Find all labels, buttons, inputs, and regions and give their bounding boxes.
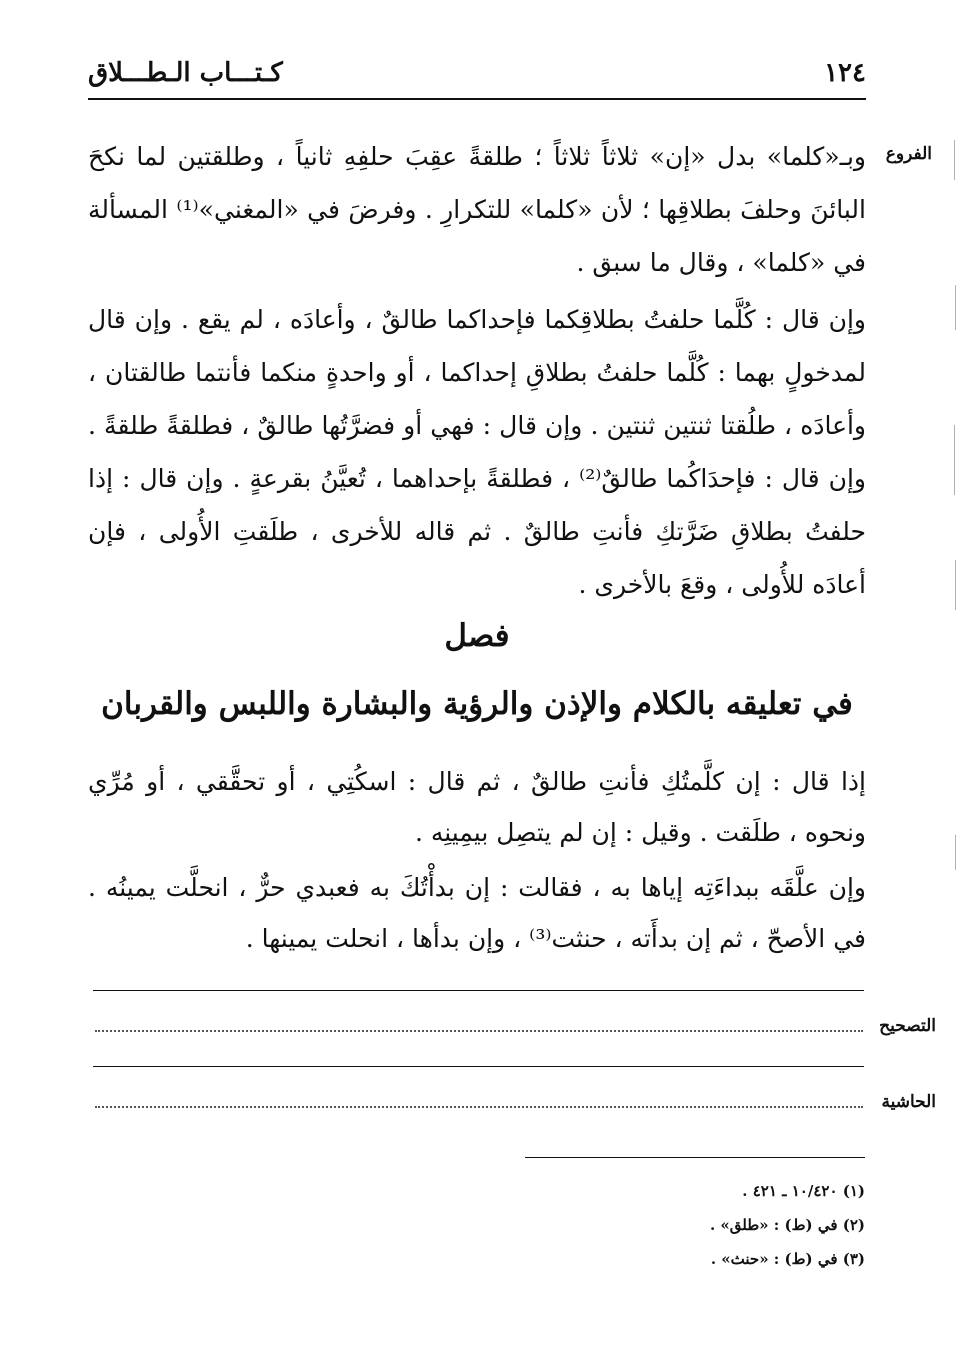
editor-rule-middle (93, 1066, 864, 1067)
notes-field (95, 1106, 863, 1108)
section-text (88, 756, 866, 964)
footnote-1: (١) ١٠/٤٢٠ ـ ٤٢١ . (742, 1182, 865, 1200)
main-text (88, 130, 866, 611)
section-title: في تعليقه بالكلام والإذن والرؤية والبشارة واللبس والقربان (101, 686, 853, 722)
running-title: كـتـــاب الـطـــلاق (88, 58, 283, 88)
editor-rule-top (93, 990, 864, 991)
scan-mark (954, 425, 955, 495)
footnote-rule (525, 1157, 865, 1158)
scan-mark (955, 560, 956, 610)
scan-mark (955, 835, 956, 870)
paragraph-2: وإن قال : كُلَّما حلفتُ بطلاقِكما فإحداكما طالقٌ ، وأعادَه ، لم يقع . وإن قال لمدخولٍ بهما : كُلَّما حلفتُ بطلاقِ إحداكما ، أو واحدةٍ منكما فأنتما طالقتان ، وأعادَه ، طلُقتا ثنتين ثنتين . وإن قال : فهي أو فضرَّتُها طالقٌ ، فطلقةً طلقةً . وإن قال : فإحدَاكُما طالقٌ⁽²⁾ ، فطلقةً بإحداهما ، تُعيَّنُ بقرعةٍ . وإن قال : إذا حلفتُ بطلاقِ ضَرَّتكِ فأنتِ طالقٌ . ثم قاله للأخرى ، طلَقتِ الأُولى ، فإن أعادَه للأُولى ، وقعَ بالأخرى . (88, 305, 866, 599)
margin-label-furu: الفروع (885, 144, 932, 164)
paragraph-1: وبـ«كلما» بدل «إن» ثلاثاً ثلاثاً ؛ طلقةً عقِبَ حلفِهِ ثانياً ، وطلقتين لما نكحَ البائنَ وحلفَ بطلاقِها ؛ لأن «كلما» للتكرارِ . وفرضَ في «المغني»⁽¹⁾ المسألة في «كلما» ، وقال ما سبق . (88, 142, 866, 277)
page-number: ١٢٤ (824, 58, 866, 88)
footnotes (420, 1174, 865, 1276)
notes-label: الحاشية (881, 1092, 936, 1112)
footnote-2: (٢) في (ط) : «طلق» . (709, 1216, 865, 1234)
scan-mark (954, 140, 955, 180)
paragraph-4: وإن علَّقَه ببداءَتِه إياها به ، فقالت : إن بدأْتُكَ به فعبدي حرٌّ ، انحلَّت يمينُه . في الأصحّ ، ثم إن بدأَته ، حنثت⁽³⁾ ، وإن بدأها ، انحلت يمينها . (88, 873, 866, 953)
running-header (88, 58, 866, 98)
footnote-3: (٣) في (ط) : «حنث» . (710, 1250, 865, 1268)
paragraph-3: إذا قال : إن كلَّمتُكِ فأنتِ طالقٌ ، ثم قال : اسكُتِي ، أو تحقَّقي ، أو مُرِّي ونحوه ، طلَقت . وقيل : إن لم يتصِل بيمِينِه . (88, 767, 866, 847)
header-rule (88, 98, 866, 100)
section-heading: فصل (444, 618, 510, 654)
scan-mark (955, 285, 956, 330)
correction-field (95, 1030, 863, 1032)
correction-label: التصحيح (879, 1016, 936, 1036)
